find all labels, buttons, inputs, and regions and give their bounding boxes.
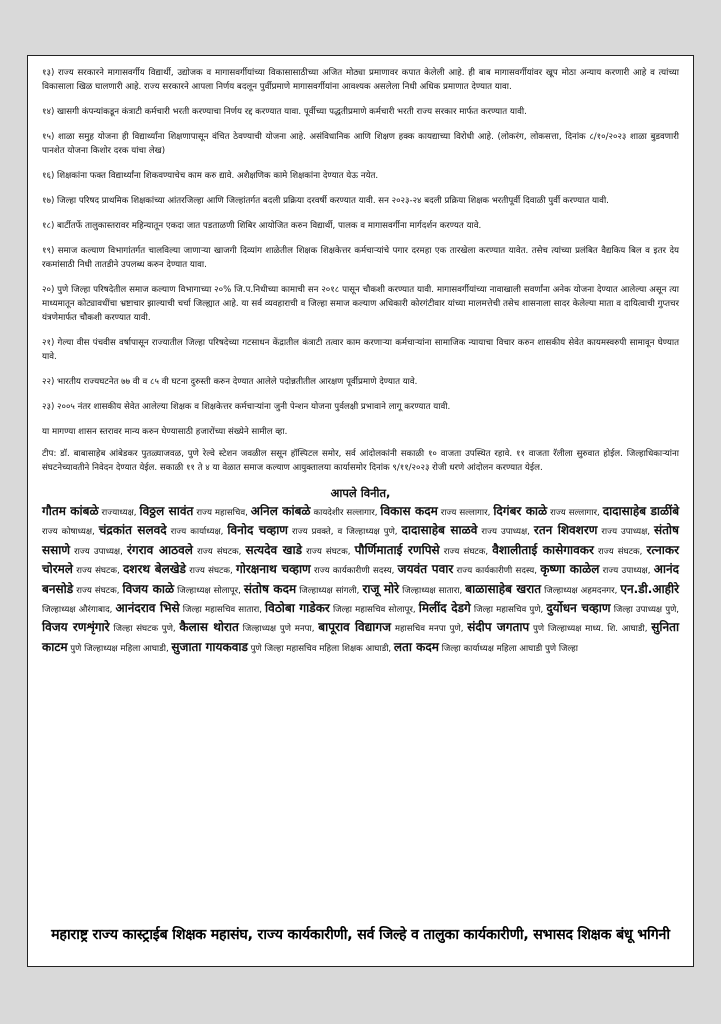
signatory-role: राज्य संघटक, (197, 546, 242, 557)
footer-banner: महाराष्ट्र राज्य कास्ट्राईब शिक्षक महासंघ, राज्य कार्यकारीणी, सर्व जिल्हे व तालुका कार्यकारीणी, सभासद शिक्षक बंधू भगिनी (51, 927, 670, 943)
signatory-name: राजू मोरे (362, 581, 400, 596)
signatory-name: बापूराव विद्यागज (318, 620, 392, 635)
signatory-name: सुजाता गायकवाड (171, 639, 248, 654)
signatory-name: दादासाहेब साळवे (401, 523, 478, 538)
closing-title: आपले विनीत, (330, 486, 391, 500)
signatory-role: जिल्हाध्यक्ष अहमदनगर, (544, 585, 618, 596)
signatory-name: वैशालीताई कासेगावकर (492, 542, 594, 557)
signatory-role: राज्य उपाध्यक्ष, (601, 527, 650, 538)
signatory-role: जिल्हाध्यक्ष सांगली, (299, 585, 360, 596)
signatory-role: राज्य उपाध्यक्ष, (74, 546, 123, 557)
signatory-role: जिल्हा महासचिव सातारा, (182, 605, 262, 616)
signatory-role: राज्य सल्लागार, (550, 508, 600, 518)
paragraph: टीप: डॉ. बाबासाहेब आंबेडकर पुतळ्याजवळ, पुणे रेल्वे स्टेशन जवळील ससून हॉस्पिटल समोर, सर्व आंदोलकांनी सकाळी १० वाजता उपस्थित रहावे. ११ वाजता रॅलीला सुरुवात होईल. जिल्हाधिकाऱ्यांना संघटनेच्यावतीने निवेदन देण्यात येईल. सकाळी ११ ते ४ या वेळात समाज कल्याण आयुक्तालया कार्यासमोर दिनांक ९/११/२०२३ रोजी धरणे आंदोलन करण्यात येईल. (42, 449, 679, 473)
paragraph: १९) समाज कल्याण विभागांतर्गत चालविल्या जाणाऱ्या खाजगी दिव्यांग शाळेतील शिक्षक शिक्षकेत्तर कर्मचाऱ्यांचे पगार दरमहा एक तारखेला करण्यात यावेत. तसेच त्यांच्या प्रलंबित वैद्यकिय बिल व इतर देय रकमांसाठी निधी तातडीने उपलब्ध करुन देण्यात यावा. (42, 246, 679, 270)
signatory-name: सुनिता काटम (42, 620, 680, 654)
signatory-name: आनंदराव भिसे (115, 601, 180, 616)
signatory-role: राज्य कार्यकारीणी सदस्य, (314, 566, 395, 577)
signatory-name: कैलास थोरात (179, 620, 239, 635)
signatory-role: जिल्हा संघटक पुणे, (113, 624, 176, 635)
signatory-name: सत्यदेव खाडे (245, 542, 303, 557)
signatory-name: पौर्णिमाताई रणपिसे (354, 542, 440, 557)
signatory-role: राज्य महासचिव, (196, 508, 248, 518)
signatory-role: पुणे जिल्हाध्यक्ष महिला आघाडी, (70, 643, 169, 654)
paragraph: या मागण्या शासन स्तरावर मान्य करुन घेण्यासाठी हजारोंच्या संख्येने सामील व्हा. (42, 427, 288, 437)
signatory-role: राज्य सल्लागार, (440, 508, 491, 518)
signatory-name: रंगराव आठवले (126, 542, 193, 557)
signatory-role: राज्य संघटक, (189, 566, 233, 577)
signatory-name: विनोद चव्हाण (227, 523, 288, 538)
signatory-role: जिल्हाध्यक्ष पुणे मनपा, (242, 624, 315, 635)
signatory-name: गौतम कांबळे (42, 504, 99, 518)
signatory-name: रत्नाकर चोरमले (42, 542, 679, 577)
signatory-name: विकास कदम (380, 504, 438, 518)
signatory-name: विठ्ठल सावंत (139, 504, 194, 518)
signatory-role: राज्य कार्यकारीणी सदस्य, (456, 566, 537, 577)
signatory-role: राज्य कोषाध्यक्ष, (42, 527, 95, 538)
signatory-name: दादासाहेब डाळींबे (602, 504, 680, 518)
signatory-name: संतोष ससाणे (42, 523, 679, 557)
signatory-name: विठोबा गाडेकर (265, 601, 330, 616)
signatory-role: जिल्हाध्यक्ष औरंगाबाद, (42, 605, 113, 616)
signatory-name: लता कदम (393, 639, 439, 654)
signatory-name: मिलींद देडगे (418, 601, 471, 616)
signatory-role: राज्याध्यक्ष, (101, 508, 137, 518)
signatory-role: कायदेशीर सल्लागार, (313, 508, 378, 518)
signatory-name: जयवंत पवार (397, 562, 454, 577)
signatory-role: राज्य संघटक, (76, 585, 120, 596)
signatory-name: विजय रणशृंगारे (42, 620, 110, 635)
signatory-role: जिल्हा महासचिव सोलापूर, (332, 605, 416, 616)
paragraph: १६) शिक्षकांना फक्त विद्यार्थ्यांना शिकवण्याचेच काम करु द्यावे. अशैक्षणिक कामे शिक्षकांना देण्यात येऊ नयेत. (42, 171, 379, 181)
paragraph: १८) बार्टीतर्फे तालुकास्तरावर महिन्यातून एकदा जात पडताळणी शिबिर आयोजित करुन विद्यार्थी, पालक व मागासवर्गीना मार्गदर्शन करण्यत यावे. (42, 221, 482, 231)
document-page (27, 55, 694, 967)
demands-list (42, 66, 679, 475)
paragraph: २२) भारतीय राज्यघटनेत ७७ वी व ८५ वी घटना दुरुस्ती करुन देण्यात आलेले पदोन्नतीतील आरक्षण पूर्वीप्रमाणे देण्यात यावे. (42, 377, 418, 387)
signatory-name: दुर्योधन चव्हाण (546, 601, 611, 616)
paragraph: २१) गेल्या वीस पंचवीस वर्षापासून राज्यातील जिल्हा परिषदेच्या गटसाधन केंद्रातील कंत्राटी तत्वार काम करणाऱ्या कर्मचाऱ्यांना सामाजिक न्यायाचा विचार करुन शासकीय सेवेत कायमस्वरुपी सामावून घेण्यात यावे. (42, 338, 679, 362)
signatory-role: राज्य संघटक, (306, 546, 351, 557)
signatory-name: बाळासाहेब खरात (465, 581, 542, 596)
paragraph: १४) खासगी कंपन्यांकडून कंत्राटी कर्मचारी भरती करण्याचा निर्णय रद्द करण्यात यावा. पूर्वीच्या पद्धतीप्रमाणे कर्मचारी भरती राज्य सरकार मार्फत करण्यात यावी. (42, 107, 527, 117)
signatory-role: जिल्हा महासचिव पुणे, (473, 605, 544, 616)
signatory-name: आनंद बनसोडे (42, 562, 680, 596)
signatories-block (42, 503, 679, 658)
signatory-role: राज्य संघटक, (443, 546, 489, 557)
signatory-role: पुणे जिल्हा महासचिव महिला शिक्षक आघाडी, (250, 643, 392, 654)
signatory-role: महासचिव मनपा पुणे, (394, 624, 464, 635)
signatory-role: जिल्हाध्यक्ष सोलापूर, (177, 585, 241, 596)
paragraph: २३) २००५ नंतर शासकीय सेवेत आलेल्या शिक्षक व शिक्षकेत्तर कर्मचाऱ्यांना जुनी पेन्शन योजना पुर्वलक्षी प्रभावाने लागू करण्यात यावी. (42, 402, 451, 412)
signatory-role: राज्य उपाध्यक्ष, (602, 566, 651, 577)
signatory-name: विजय काळे (122, 581, 175, 596)
signatory-name: एन.डी.आहीरे (620, 581, 679, 596)
signatory-name: दिगंबर काळे (493, 504, 548, 518)
paragraph: १५) शाळा समुह योजना ही विद्यार्थ्यांना शिक्षणापासून वंचित ठेवण्याची योजना आहे. असंविधानिक आणि शिक्षण हक्क कायद्याच्या विरोधी आहे. (लोकरंग, लोकसत्ता, दिनांक ८/१०/२०२३ शाळा बुडवणारी पानशेत योजना किशोर दरक यांचा लेख) (42, 132, 679, 156)
signatory-name: चंद्रकांत सलवदे (98, 523, 167, 538)
paragraph: १७) जिल्हा परिषद प्राथमिक शिक्षकांच्या आंतरजिल्हा आणि जिल्हांतर्गत बदली प्रक्रिया दरवर्षी करण्यात यावी. सन २०२३-२४ बदली प्रक्रिया शिक्षक भरतीपूर्वी दिवाळी पुर्वी करण्यात यावी. (42, 196, 609, 206)
signatory-name: संतोष कदम (243, 581, 297, 596)
signatory-name: रतन शिवशरण (533, 523, 598, 538)
signatory-name: दशरथ बेलखेडे (122, 562, 186, 577)
signatory-role: राज्य कार्याध्यक्ष, (170, 527, 224, 538)
signatory-name: अनिल कांबळे (250, 504, 311, 518)
signatory-name: गोरक्षनाथ चव्हाण (235, 562, 311, 577)
signatory-name: संदीप जगताप (467, 620, 530, 635)
signatory-role: जिल्हा उपाध्यक्ष पुणे, (613, 605, 680, 616)
signatory-name: कृष्णा काळेल (540, 562, 600, 577)
signatory-role: राज्य उपाध्यक्ष, (481, 527, 530, 538)
signatory-role: राज्य प्रवक्ते, व जिल्हाध्यक्ष पुणे, (291, 527, 398, 538)
signatory-role: जिल्हा कार्याध्यक्ष महिला आघाडी पुणे जिल्हा (441, 643, 578, 654)
paragraph: १३) राज्य सरकारने मागासवर्गीय विद्यार्थी, उद्योजक व मागासवर्गीयांच्या विकासासाठीच्या अजित मोठ्या प्रमाणावर कपात केलेली आहे. ही बाब मागासवर्गीयांवर खूप मोठा अन्याय करणारी आहे व त्यांच्या विकासाला खिळ घालणारी आहे. राज्य सरकारने आपला निर्णय बदलून पुर्वीप्रमाणे मागासवर्गीयांना आवश्यक असलेला निधी अधिक प्रमाणात देण्यात यावा. (42, 68, 679, 92)
signatory-role: जिल्हाध्यक्ष सातारा, (402, 585, 463, 596)
signatory-role: राज्य संघटक, (76, 566, 120, 577)
signatory-role: राज्य संघटक, (598, 546, 643, 557)
paragraph: २०) पुणे जिल्हा परिषदेतील समाज कल्याण विभागाच्या २०% जि.प.निधीच्या कामाची सन २०१८ पासून चौकशी करण्यात यावी. मागासवर्गीयांच्या नावाखाली सवर्णांना अनेक योजना देण्यात आलेल्या असून त्या माध्यमातून कोट्यावधींचा भ्रष्टाचार झाल्याची चर्चा जिल्ह्यात आहे. या सर्व व्यवहाराची व जिल्हा समाज कल्याण अधिकारी कोरगंटीवार यांच्या मालमत्तेची तसेच शासनाला सादर केलेल्या माता व दायित्वाची गुप्तचर यंत्रणेमार्फत चौकशी करण्यात यावी. (42, 285, 679, 323)
signatory-role: पुणे जिल्हाध्यक्ष माध्य. शि. आघाडी, (533, 624, 648, 635)
